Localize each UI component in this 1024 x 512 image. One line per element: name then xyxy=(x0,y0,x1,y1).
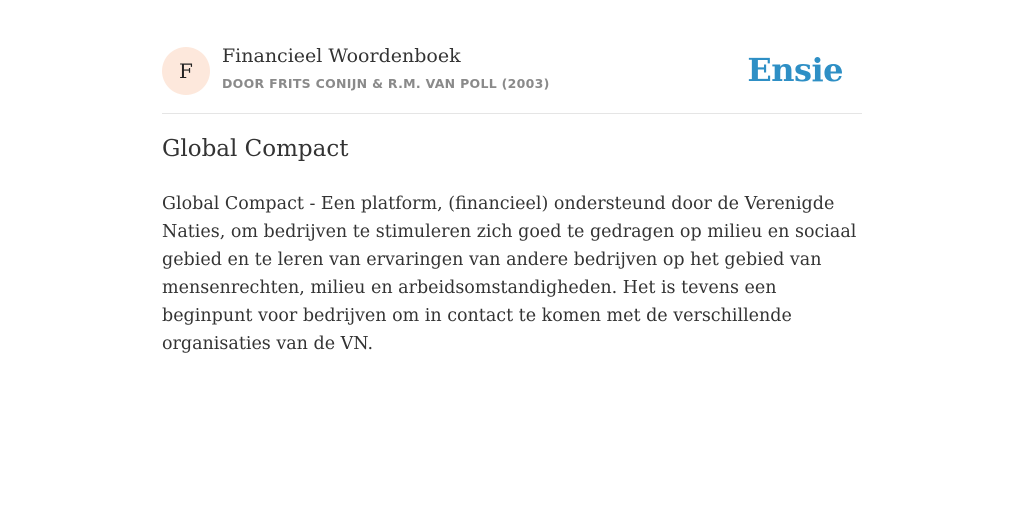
book-author: DOOR FRITS CONIJN & R.M. VAN POLL (2003) xyxy=(222,76,550,91)
book-title-link[interactable]: Financieel Woordenboek xyxy=(222,45,461,67)
entry-title: Global Compact xyxy=(162,136,349,162)
book-header xyxy=(162,0,862,114)
entry-body: Global Compact - Een platform, (financieel) ondersteund door de Verenigde Naties, om bedrijven te stimuleren zich goed te gedragen op milieu en sociaal gebied en te leren van ervaringen van andere bedrijven op het gebied van mensenrechten, milieu en arbeidsomstandigheden. Het is tevens een beginpunt voor bedrijven om in contact te komen met de verschillende organisaties van de VN. xyxy=(162,194,857,354)
book-avatar[interactable]: F xyxy=(162,47,210,95)
ensie-logo-link[interactable]: Ensie xyxy=(747,51,843,89)
page xyxy=(162,0,862,354)
